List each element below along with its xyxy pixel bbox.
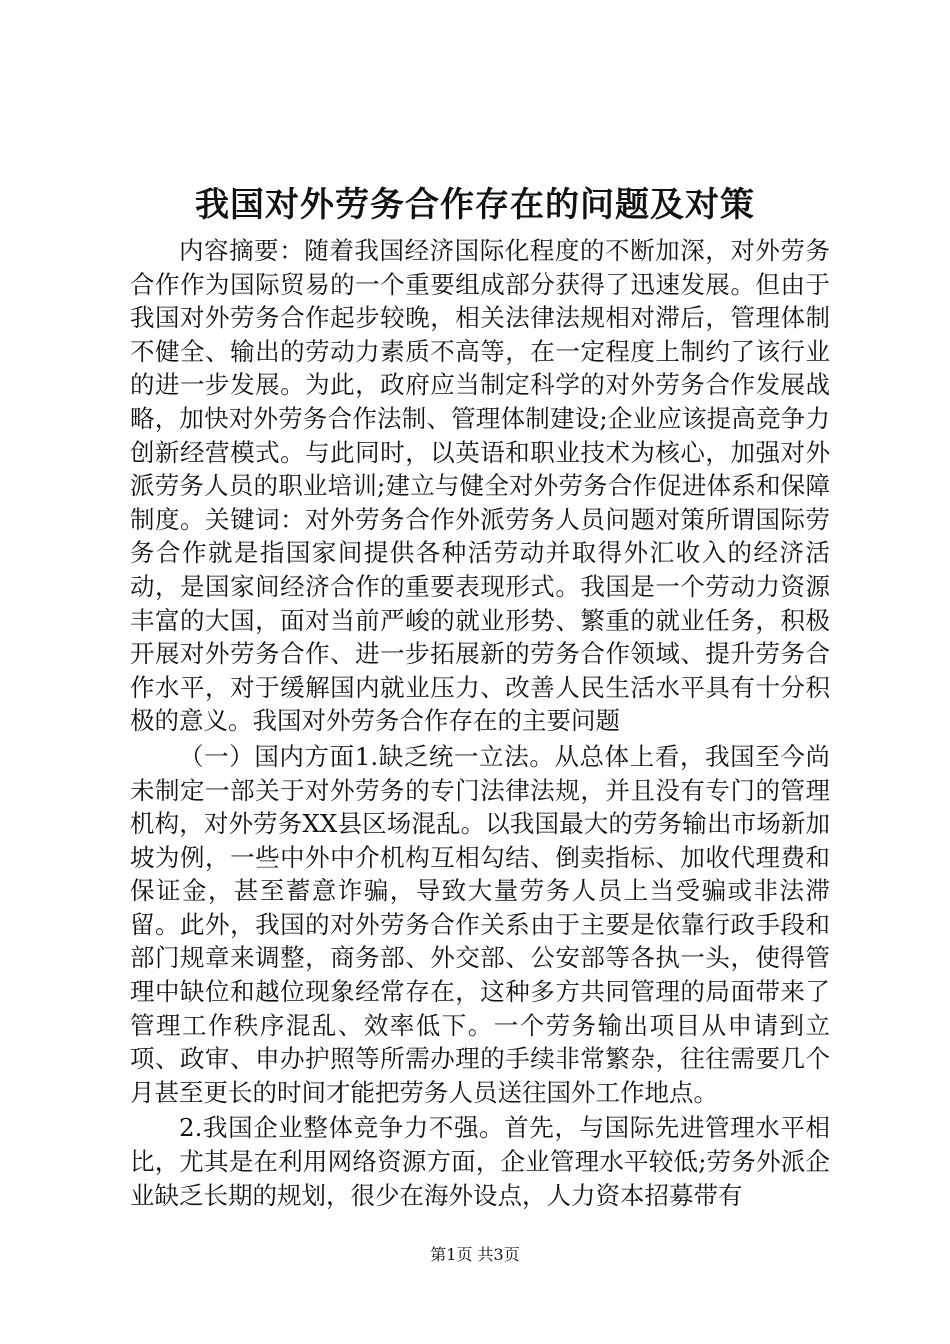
document-title: 我国对外劳务合作存在的问题及对策 (195, 185, 755, 225)
page-number-footer: 第1页 共3页 (430, 1245, 520, 1264)
paragraph-domestic-issues: （一）国内方面1.缺乏统一立法。从总体上看，我国至今尚未制定一部关于对外劳务的专门法律法规，并且没有专门的管理机构，对外劳务XX县区场混乱。以我国最大的劳务输出市场新加坡为例，一些中外中介机构互相勾结、倒卖指标、加收代理费和保证金，甚至蓄意诈骗，导致大量劳务人员上当受骗或非法滞留。此外，我国的对外劳务合作关系由于主要是依靠行政手段和部门规章来调整，商务部、外交部、公安部等各执一头，使得管理中缺位和越位现象经常存在，这种多方共同管理的局面带来了管理工作秩序混乱、效率低下。一个劳务输出项目从申请到立项、政审、申办护照等所需办理的手续非常繁杂，往往需要几个月甚至更长的时间才能把劳务人员送往国外工作地点。 (130, 741, 830, 1107)
paragraph-competitiveness: 2.我国企业整体竞争力不强。首先，与国际先进管理水平相比，尤其是在利用网络资源方面，企业管理水平较低;劳务外派企业缺乏长期的规划，很少在海外设点，人力资本招募带有 (130, 1113, 830, 1210)
document-body (130, 234, 830, 1212)
paragraph-abstract: 内容摘要：随着我国经济国际化程度的不断加深，对外劳务合作作为国际贸易的一个重要组成部分获得了迅速发展。但由于我国对外劳务合作起步较晚，相关法律法规相对滞后，管理体制不健全、输出的劳动力素质不高等，在一定程度上制约了该行业的进一步发展。为此，政府应当制定科学的对外劳务合作发展战略，加快对外劳务合作法制、管理体制建设;企业应该提高竞争力创新经营模式。与此同时，以英语和职业技术为核心，加强对外派劳务人员的职业培训;建立与健全对外劳务合作促进体系和保障制度。关键词：对外劳务合作外派劳务人员问题对策所谓国际劳务合作就是指国家间提供各种活劳动并取得外汇收入的经济活动，是国家间经济合作的重要表现形式。我国是一个劳动力资源丰富的大国，面对当前严峻的就业形势、繁重的就业任务，积极开展对外劳务合作、进一步拓展新的劳务合作领域、提升劳务合作水平，对于缓解国内就业压力、改善人民生活水平具有十分积极的意义。我国对外劳务合作存在的主要问题 (130, 236, 830, 736)
